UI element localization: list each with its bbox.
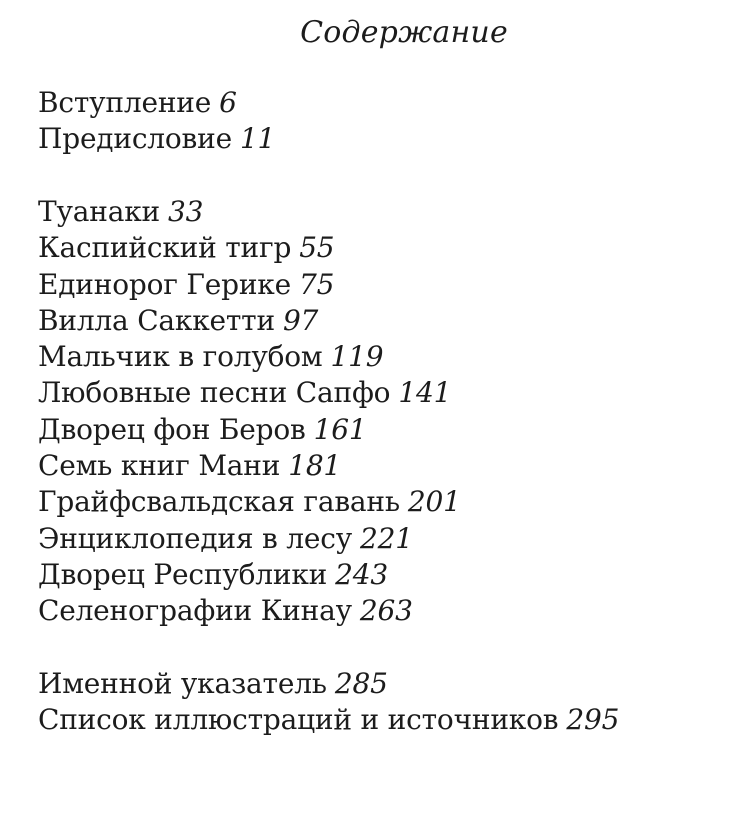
toc-entry-page-number: 119 (330, 340, 384, 374)
toc-entry-chapter-8 (38, 448, 461, 484)
toc-entry-chapter-10 (38, 521, 461, 557)
toc-entry-page-number: 6 (219, 86, 237, 119)
toc-entry-page-number: 11 (239, 122, 276, 156)
toc-entry-label: Грайфсвальдская гавань (38, 485, 400, 519)
toc-entry-page-number: 181 (288, 449, 342, 483)
toc-entry-label: Мальчик в голубом (38, 340, 323, 374)
toc-entry-back-1 (38, 666, 619, 702)
toc-entry-chapter-3 (38, 267, 461, 303)
toc-entry-page-number: 33 (167, 195, 204, 228)
toc-entry-back-2 (38, 702, 619, 738)
toc-entry-label: Любовные песни Сапфо (38, 376, 391, 410)
toc-entry-label: Дворец фон Беров (38, 412, 306, 446)
toc-entry-page-number: 263 (359, 594, 413, 628)
toc-entry-chapter-9 (38, 484, 461, 520)
toc-entry-label: Предисловие (38, 122, 232, 156)
chapters-list (38, 194, 461, 630)
toc-entry-label: Семь книг Мани (38, 449, 281, 483)
toc-entry-label: Дворец Республики (38, 557, 328, 591)
toc-entry-page-number: 285 (334, 667, 388, 700)
toc-entry-label: Список иллюстраций и источников (38, 703, 559, 737)
toc-entry-label: Вилла Саккетти (38, 303, 275, 337)
toc-entry-front-2 (38, 121, 275, 157)
toc-entry-page-number: 243 (335, 557, 388, 591)
back-matter-list (38, 666, 619, 739)
toc-entry-chapter-7 (38, 412, 461, 448)
toc-entry-front-1 (38, 85, 275, 121)
toc-entry-page-number: 55 (299, 231, 335, 265)
toc-entry-chapter-5 (38, 339, 461, 375)
toc-entry-chapter-11 (38, 557, 461, 593)
toc-entry-label: Единорог Герике (38, 267, 291, 301)
toc-entry-chapter-4 (38, 303, 461, 339)
toc-entry-page-number: 97 (282, 303, 319, 337)
toc-entry-chapter-2 (38, 230, 461, 266)
toc-entry-page-number: 75 (298, 267, 335, 301)
toc-entry-label: Вступление (38, 86, 212, 119)
front-matter-list (38, 85, 275, 158)
toc-entry-chapter-12 (38, 593, 461, 629)
toc-entry-page-number: 141 (398, 376, 452, 410)
toc-entry-label: Энциклопедия в лесу (38, 521, 352, 555)
toc-entry-chapter-6 (38, 375, 461, 411)
toc-entry-label: Туанаки (38, 195, 160, 228)
toc-entry-label: Каспийский тигр (38, 231, 292, 265)
toc-entry-page-number: 201 (407, 485, 461, 519)
toc-title: Содержание (300, 15, 508, 50)
toc-entry-page-number: 161 (313, 412, 367, 446)
toc-entry-chapter-1 (38, 194, 461, 230)
toc-entry-label: Именной указатель (38, 667, 327, 700)
toc-entry-page-number: 221 (359, 521, 413, 555)
toc-entry-page-number: 295 (566, 703, 620, 737)
toc-entry-label: Селенографии Кинау (38, 594, 352, 628)
